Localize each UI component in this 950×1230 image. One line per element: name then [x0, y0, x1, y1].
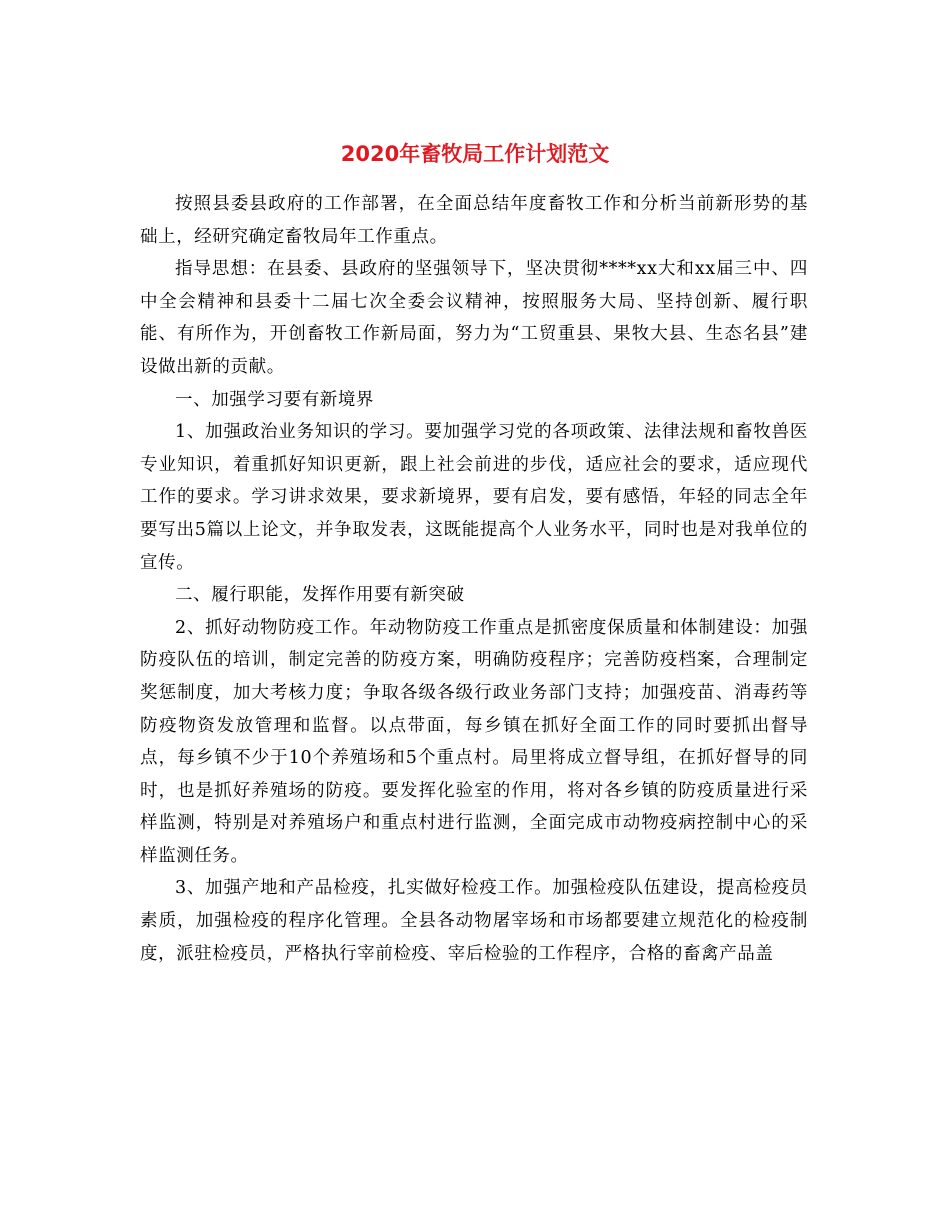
paragraph-guiding-thought: 指导思想：在县委、县政府的坚强领导下，坚决贯彻****xx大和xx届三中、四中全会精神和县委十二届七次全委会议精神，按照服务大局、坚持创新、履行职能、有所作为，开创畜牧工作新局面，努力为“工贸重县、果牧大县、生态名县”建设做出新的贡献。 [140, 259, 808, 377]
paragraph-intro: 按照县委县政府的工作部署，在全面总结年度畜牧工作和分析当前新形势的基础上，经研究确定畜牧局年工作重点。 [140, 194, 808, 247]
section-heading-2: 二、履行职能，发挥作用要有新突破 [175, 585, 465, 606]
paragraph-item-3: 3、加强产地和产品检疫，扎实做好检疫工作。加强检疫队伍建设，提高检疫员素质，加强检疫的程序化管理。全县各动物屠宰场和市场都要建立规范化的检疫制度，派驻检疫员，严格执行宰前检疫、宰后检验的工作程序，合格的畜禽产品盖 [140, 878, 808, 964]
paragraph-item-2: 2、抓好动物防疫工作。年动物防疫工作重点是抓密度保质量和体制建设：加强防疫队伍的培训，制定完善的防疫方案，明确防疫程序；完善防疫档案，合理制定奖惩制度，加大考核力度；争取各级各级行政业务部门支持；加强疫苗、消毒药等防疫物资发放管理和监督。以点带面，每乡镇在抓好全面工作的同时要抓出督导点，每乡镇不少于10个养殖场和5个重点村。局里将成立督导组，在抓好督导的同时，也是抓好养殖场的防疫。要发挥化验室的作用，将对各乡镇的防疫质量进行采样监测，特别是对养殖场户和重点村进行监测，全面完成市动物疫病控制中心的采样监测任务。 [140, 617, 808, 866]
section-heading-1: 一、加强学习要有新境界 [175, 389, 375, 410]
document-title: 2020年畜牧局工作计划范文 [340, 142, 610, 166]
paragraph-item-1: 1、加强政治业务知识的学习。要加强学习党的各项政策、法律法规和畜牧兽医专业知识，着重抓好知识更新，跟上社会前进的步伐，适应社会的要求，适应现代工作的要求。学习讲求效果，要求新境界，要有启发，要有感悟，年轻的同志全年要写出5篇以上论文，并争取发表，这既能提高个人业务水平，同时也是对我单位的宣传。 [140, 422, 808, 573]
document-body [140, 188, 808, 970]
